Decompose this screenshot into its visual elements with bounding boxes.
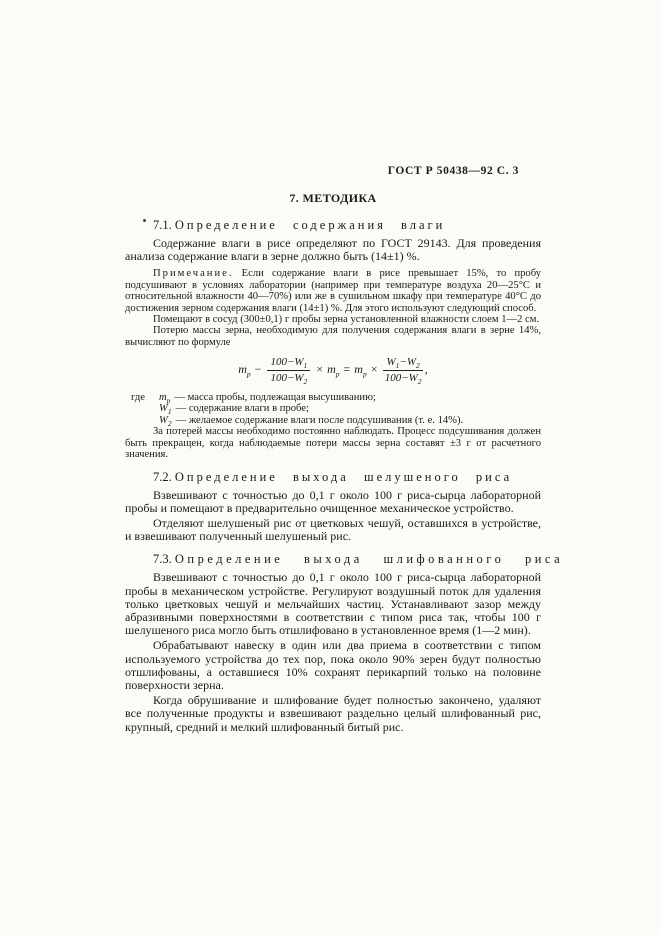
section-71-heading: [125, 218, 541, 233]
section-72-title: Определение выхода шелушеного риса: [174, 469, 513, 484]
where-label: где: [131, 391, 145, 403]
definition-row: [125, 415, 541, 427]
section-73-title: Определение выхода шлифованного риса: [174, 552, 564, 567]
minus-sign: −: [254, 362, 262, 377]
formula-m3: $m_р$: [354, 362, 367, 379]
definition-row: [125, 392, 541, 404]
note-text: Если содержание влаги в рисе превышает 15%, то пробу подсушивают в условиях лаборатории (например при температуре воздуха 20—25°С и относительной влажности 40—70%) или же в сушильном шкафу при температуре 40°С до достижения зерном содержания влаги (14±1) %. Для этого используют следующий способ.: [125, 268, 541, 314]
chapter-heading: 7. МЕТОДИКА: [289, 191, 377, 205]
definition-text: — содержание влаги в пробе;: [175, 403, 309, 415]
section-71-number: 7.1.: [153, 218, 172, 232]
scan-artifact-dot: [143, 219, 146, 222]
fraction-1-denominator: $100-W_2$: [270, 371, 308, 387]
note-block: [125, 268, 541, 348]
section-73-heading: [125, 552, 564, 567]
section-73-paragraph-3: Когда обрушивание и шлифование будет полностью закончено, удаляют все полученные продукты и взвешивают раздельно целый шлифованный рис, крупный, средний и мелкий шлифованный битый рис.: [125, 693, 541, 734]
formula-comma: ,: [424, 362, 428, 377]
fraction-1: [267, 356, 310, 387]
definition-text: — желаемое содержание влаги после подсушивания (т. е. 14%).: [175, 414, 464, 426]
note-paragraph-2: Помещают в сосуд (300±0,1) г пробы зерна установленной влажности слоем 1—2 см.: [153, 314, 540, 326]
section-72-paragraph-2: Отделяют шелушеный рис от цветковых чешуй, оставшихся в устройстве, и взвешивают полученный шелушеный рис.: [125, 515, 541, 544]
definition-term: $W_1$: [159, 403, 172, 417]
fraction-2-denominator: $100-W_2$: [384, 371, 422, 387]
formula-m1: $m_р$: [238, 362, 251, 379]
definition-term: $W_2$: [159, 414, 172, 428]
equals-sign: =: [343, 362, 351, 377]
section-73-paragraph-1: Взвешивают с точностью до 0,1 г около 100 г риса-сырца лабораторной пробы в механическом устройстве. Регулируют воздушный поток для удаления только цветковых чешуй и мельчайших частиц. Устанавливают зазор между абразивными поверхностями в соответствии с типом риса так, чтобы 100 г шелушеного риса могло быть отшлифовано в установленное время (1—2 мин).: [125, 570, 541, 638]
note-label: Примечание.: [153, 268, 234, 280]
section-72-heading: [125, 470, 541, 485]
section-73-paragraph-2: Обрабатывают навеску в один или два приема в соответствии с типом используемого устройства до тех пор, пока около 90% зерен будут полностью отшлифованы, а оставшиеся 10% сохранят перикарпий только на половине поверхности зерна.: [125, 638, 541, 692]
definition-text: — масса пробы, подлежащая высушиванию;: [174, 391, 376, 403]
note-paragraph-4: За потерей массы необходимо постоянно наблюдать. Процесс подсушивания должен быть прекращен, когда наблюдаемые потери массы зерна составят ±3 г от расчетного значения.: [125, 426, 541, 461]
definition-term: $m_р$: [159, 391, 171, 405]
times-sign-2: ×: [370, 362, 378, 377]
fraction-2-numerator: $W_1-W_2$: [383, 356, 422, 371]
fraction-2: [383, 356, 422, 387]
formula-m2: $m_р$: [327, 362, 340, 379]
section-71-paragraph: Содержание влаги в рисе определяют по ГОСТ 29143. Для проведения анализа содержание влаги в зерне должно быть (14±1) %.: [125, 236, 541, 264]
times-sign-1: ×: [316, 362, 324, 377]
section-71-title: Определение содержания влаги: [174, 218, 446, 232]
section-72-paragraph-1: Взвешивают с точностью до 0,1 г около 100 г риса-сырца лабораторной пробы и помещают в предварительно очищенное механическое устройство.: [125, 487, 541, 515]
where-definitions: [125, 392, 541, 427]
section-72-number: 7.2.: [153, 469, 172, 484]
section-73-number: 7.3.: [153, 552, 172, 567]
definition-row: [125, 403, 541, 415]
note-paragraph-3: Потерю массы зерна, необходимую для получения содержания влаги в зерне 14%, вычисляют по формуле: [125, 325, 541, 348]
running-head: ГОСТ Р 50438—92 С. 3: [387, 165, 519, 177]
formula: [125, 356, 541, 387]
note-paragraph-1: [125, 268, 541, 314]
fraction-1-numerator: $100-W_1$: [267, 356, 310, 371]
